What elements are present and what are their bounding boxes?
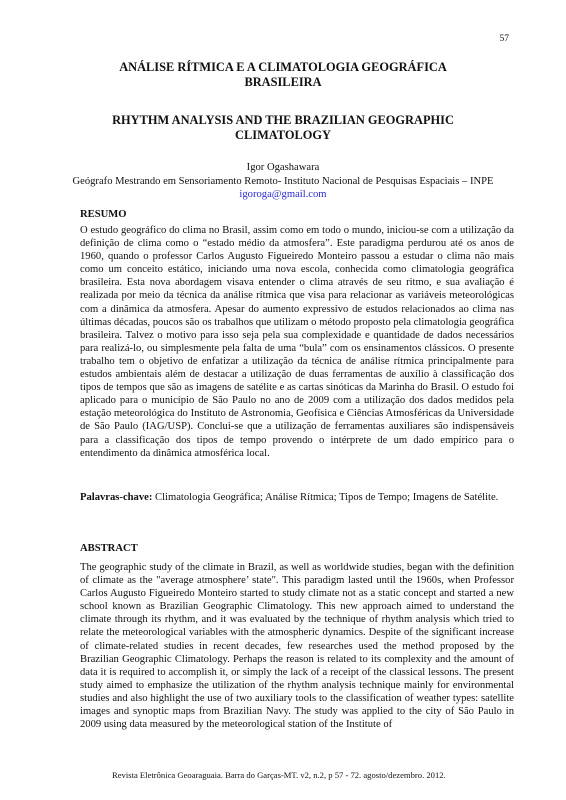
author-affiliation: Geógrafo Mestrando em Sensoriamento Remoto- Instituto Nacional de Pesquisas Espaciais – INPE [72,175,494,187]
resumo-text: O estudo geográfico do clima no Brasil, assim como em todo o mundo, iniciou-se com a utilização da definição de clima como o “estado médio da atmosfera”. Este paradigma perdurou até os anos de 1960, quando o professor Carlos Augusto Figueiredo Monteiro passou a estudar o clima não mais como um conceito estático, iniciando uma nova escola, conhecida como climatologia geográfica brasileira. Esta nova abordagem visava entender o clima através de seu ritmo, e sua avaliação é realizada por meio da técnica da análise rítmica que visa para relacionar as variáveis meteorológicas com a dinâmica da atmosfera. Apesar do aumento expressivo de estudos relacionados ao clima nas últimas décadas, poucos são os trabalhos que utilizam o método proposto pela climatologia geográfica brasileira. Talvez o motivo para isso seja pela sua complexidade e quantidade de dados necessários para realizá-lo, ou simplesmente pela falta de uma “bula” com os ensinamentos clássicos. O presente trabalho tem o objetivo de enfatizar a utilização da técnica de análise rítmica principalmente para estudos ambientais além de destacar a utilização de duas ferramentas de auxílio à classificação dos tipos de tempos que são as imagens de satélite e as cartas sinóticas da Marinha do Brasil. O estudo foi aplicado para o município de São Paulo no ano de 2009 com a utilização dos dados medidos pela estação meteorológica do Instituto de Astronomia, Geofísica e Ciências Atmosféricas da Universidade de São Paulo (IAG/USP). Conclui-se que a utilização de ferramentas auxiliares são indispensáveis para a classificação dos tipos de tempo provendo o intérprete de um dado empírico para o entendimento da dinâmica atmosférica local. [80,225,514,459]
keywords-label: Palavras-chave: [80,492,153,503]
title-portuguese-text: ANÁLISE RÍTMICA E A CLIMATOLOGIA GEOGRÁFICA BRASILEIRA [119,60,447,89]
title-english-text: RHYTHM ANALYSIS AND THE BRAZILIAN GEOGRAPHIC CLIMATOLOGY [112,113,454,142]
resumo-heading: RESUMO [80,209,127,220]
keywords [80,491,514,504]
author-name: Igor Ogashawara [246,162,320,173]
author-email-link[interactable]: igoroga@gmail.com [239,189,327,201]
author-block [70,161,496,202]
title-english [80,113,486,143]
page-number: 57 [499,34,509,44]
abstract-heading: ABSTRACT [80,543,138,554]
title-portuguese [80,60,486,90]
abstract-text: The geographic study of the climate in Brazil, as well as worldwide studies, began with the definition of climate as the "average atmosphere’ state". This paradigm lasted until the 1960s, when Professor Carlos Augusto Figueiredo Monteiro started to study climate not as a static concept and started a new school known as Brazilian Geographic Climatology. This new approach aimed to understand the climate through its rhythm, and it was evaluated by the technique of rhythm analysis which tried to relate the meteorological variables with the atmospheric dynamics. Despite of the significant increase of climate-related studies in recent decades, few researches used the method proposed by the Brazilian Geographic Climatology. Perhaps the reason is related to its complexity and the amount of data it is required to accomplish it, or simply the lack of a receipt of the classical lessons. The present study aimed to emphasize the utilization of the rhythm analysis technique mainly for environmental studies and also highlight the use of two auxiliary tools to the classification of weather types: satellite images and synoptic maps from Brazilian Navy. The study was applied to the city of São Paulo in 2009 using data measured by the meteorological station of the Institute of [80,562,514,731]
journal-footer: Revista Eletrônica Geoaraguaia. Barra do Garças-MT. v2, n.2, p 57 - 72. agosto/dezembro. 2012. [112,770,446,780]
keywords-list: Climatologia Geográfica; Análise Rítmica; Tipos de Tempo; Imagens de Satélite. [152,492,499,503]
